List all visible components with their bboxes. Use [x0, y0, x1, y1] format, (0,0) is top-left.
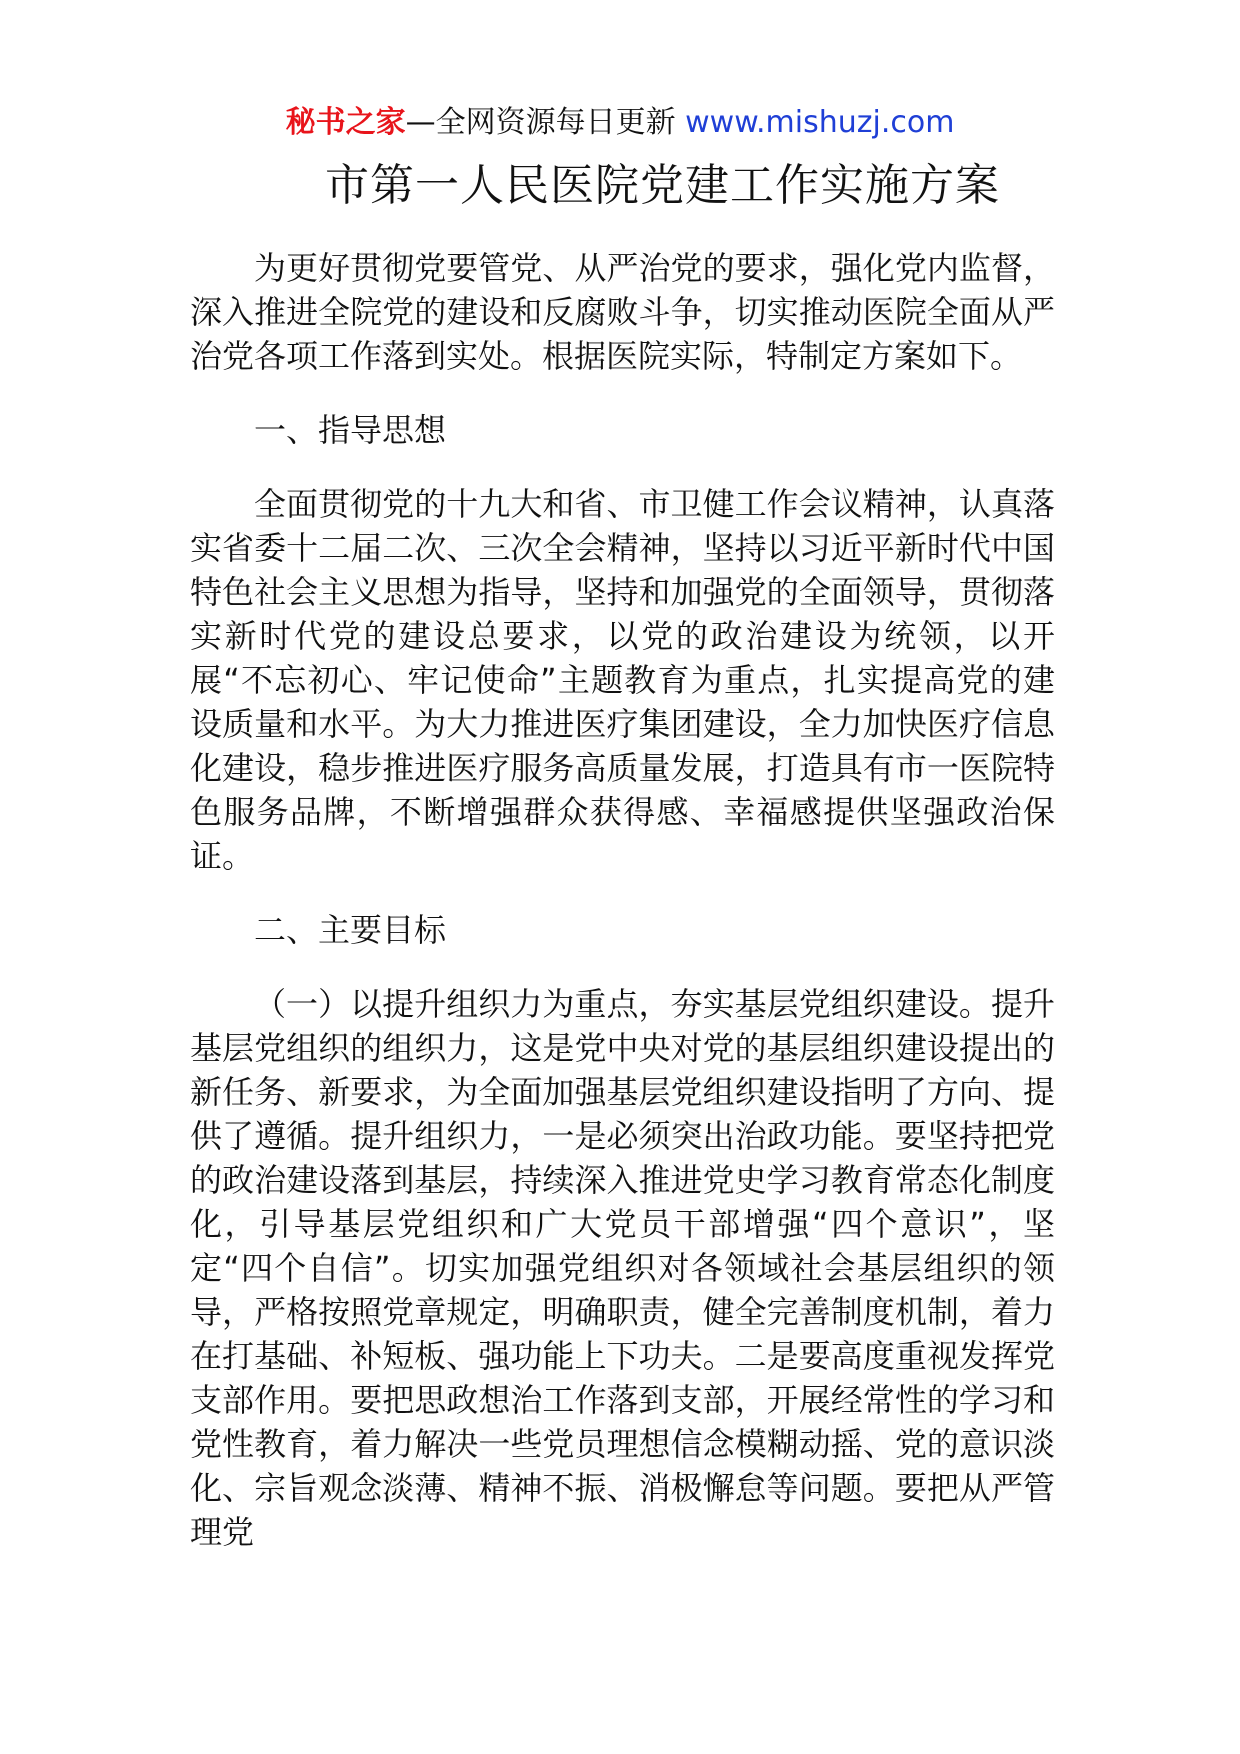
document-body — [190, 246, 1055, 1554]
brand-name: 秘书之家 — [285, 105, 406, 140]
site-header — [0, 103, 1240, 143]
site-url-link[interactable]: www.mishuzj.com — [685, 105, 955, 140]
document-title: 市第一人民医院党建工作实施方案 — [325, 160, 1000, 211]
section-paragraph-main-goals: （一）以提升组织力为重点，夯实基层党组织建设。提升基层党组织的组织力，这是党中央对党的基层组织建设提出的新任务、新要求，为全面加强基层党组织建设指明了方向、提供了遵循。提升组织力，一是必须突出治政功能。要坚持把党的政治建设落到基层，持续深入推进党史学习教育常态化制度化，引导基层党组织和广大党员干部增强“四个意识”，坚定“四个自信”。切实加强党组织对各领域社会基层组织的领导，严格按照党章规定，明确职责，健全完善制度机制，着力在打基础、补短板、强功能上下功夫。二是要高度重视发挥党支部作用。要把思政想治工作落到支部，开展经常性的学习和党性教育，着力解决一些党员理想信念模糊动摇、党的意识淡化、宗旨观念淡薄、精神不振、消极懈怠等问题。要把从严管理党 — [190, 985, 1055, 1551]
section-heading-main-goals: 二、主要目标 — [254, 911, 447, 949]
section-paragraph-guiding-ideology: 全面贯彻党的十九大和省、市卫健工作会议精神，认真落实省委十二届二次、三次全会精神，坚持以习近平新时代中国特色社会主义思想为指导，坚持和加强党的全面领导，贯彻落实新时代党的建设总要求，以党的政治建设为统领，以开展“不忘初心、牢记使命”主题教育为重点，扎实提高党的建设质量和水平。为大力推进医疗集团建设，全力加快医疗信息化建设，稳步推进医疗服务高质量发展，打造具有市一医院特色服务品牌，不断增强群众获得感、幸福感提供坚强政治保证。 — [190, 485, 1055, 875]
section-heading-guiding-ideology: 一、指导思想 — [254, 411, 447, 449]
header-slogan: —全网资源每日更新 — [405, 105, 686, 140]
intro-paragraph: 为更好贯彻党要管党、从严治党的要求，强化党内监督，深入推进全院党的建设和反腐败斗争，切实推动医院全面从严治党各项工作落到实处。根据医院实际，特制定方案如下。 — [190, 249, 1055, 375]
